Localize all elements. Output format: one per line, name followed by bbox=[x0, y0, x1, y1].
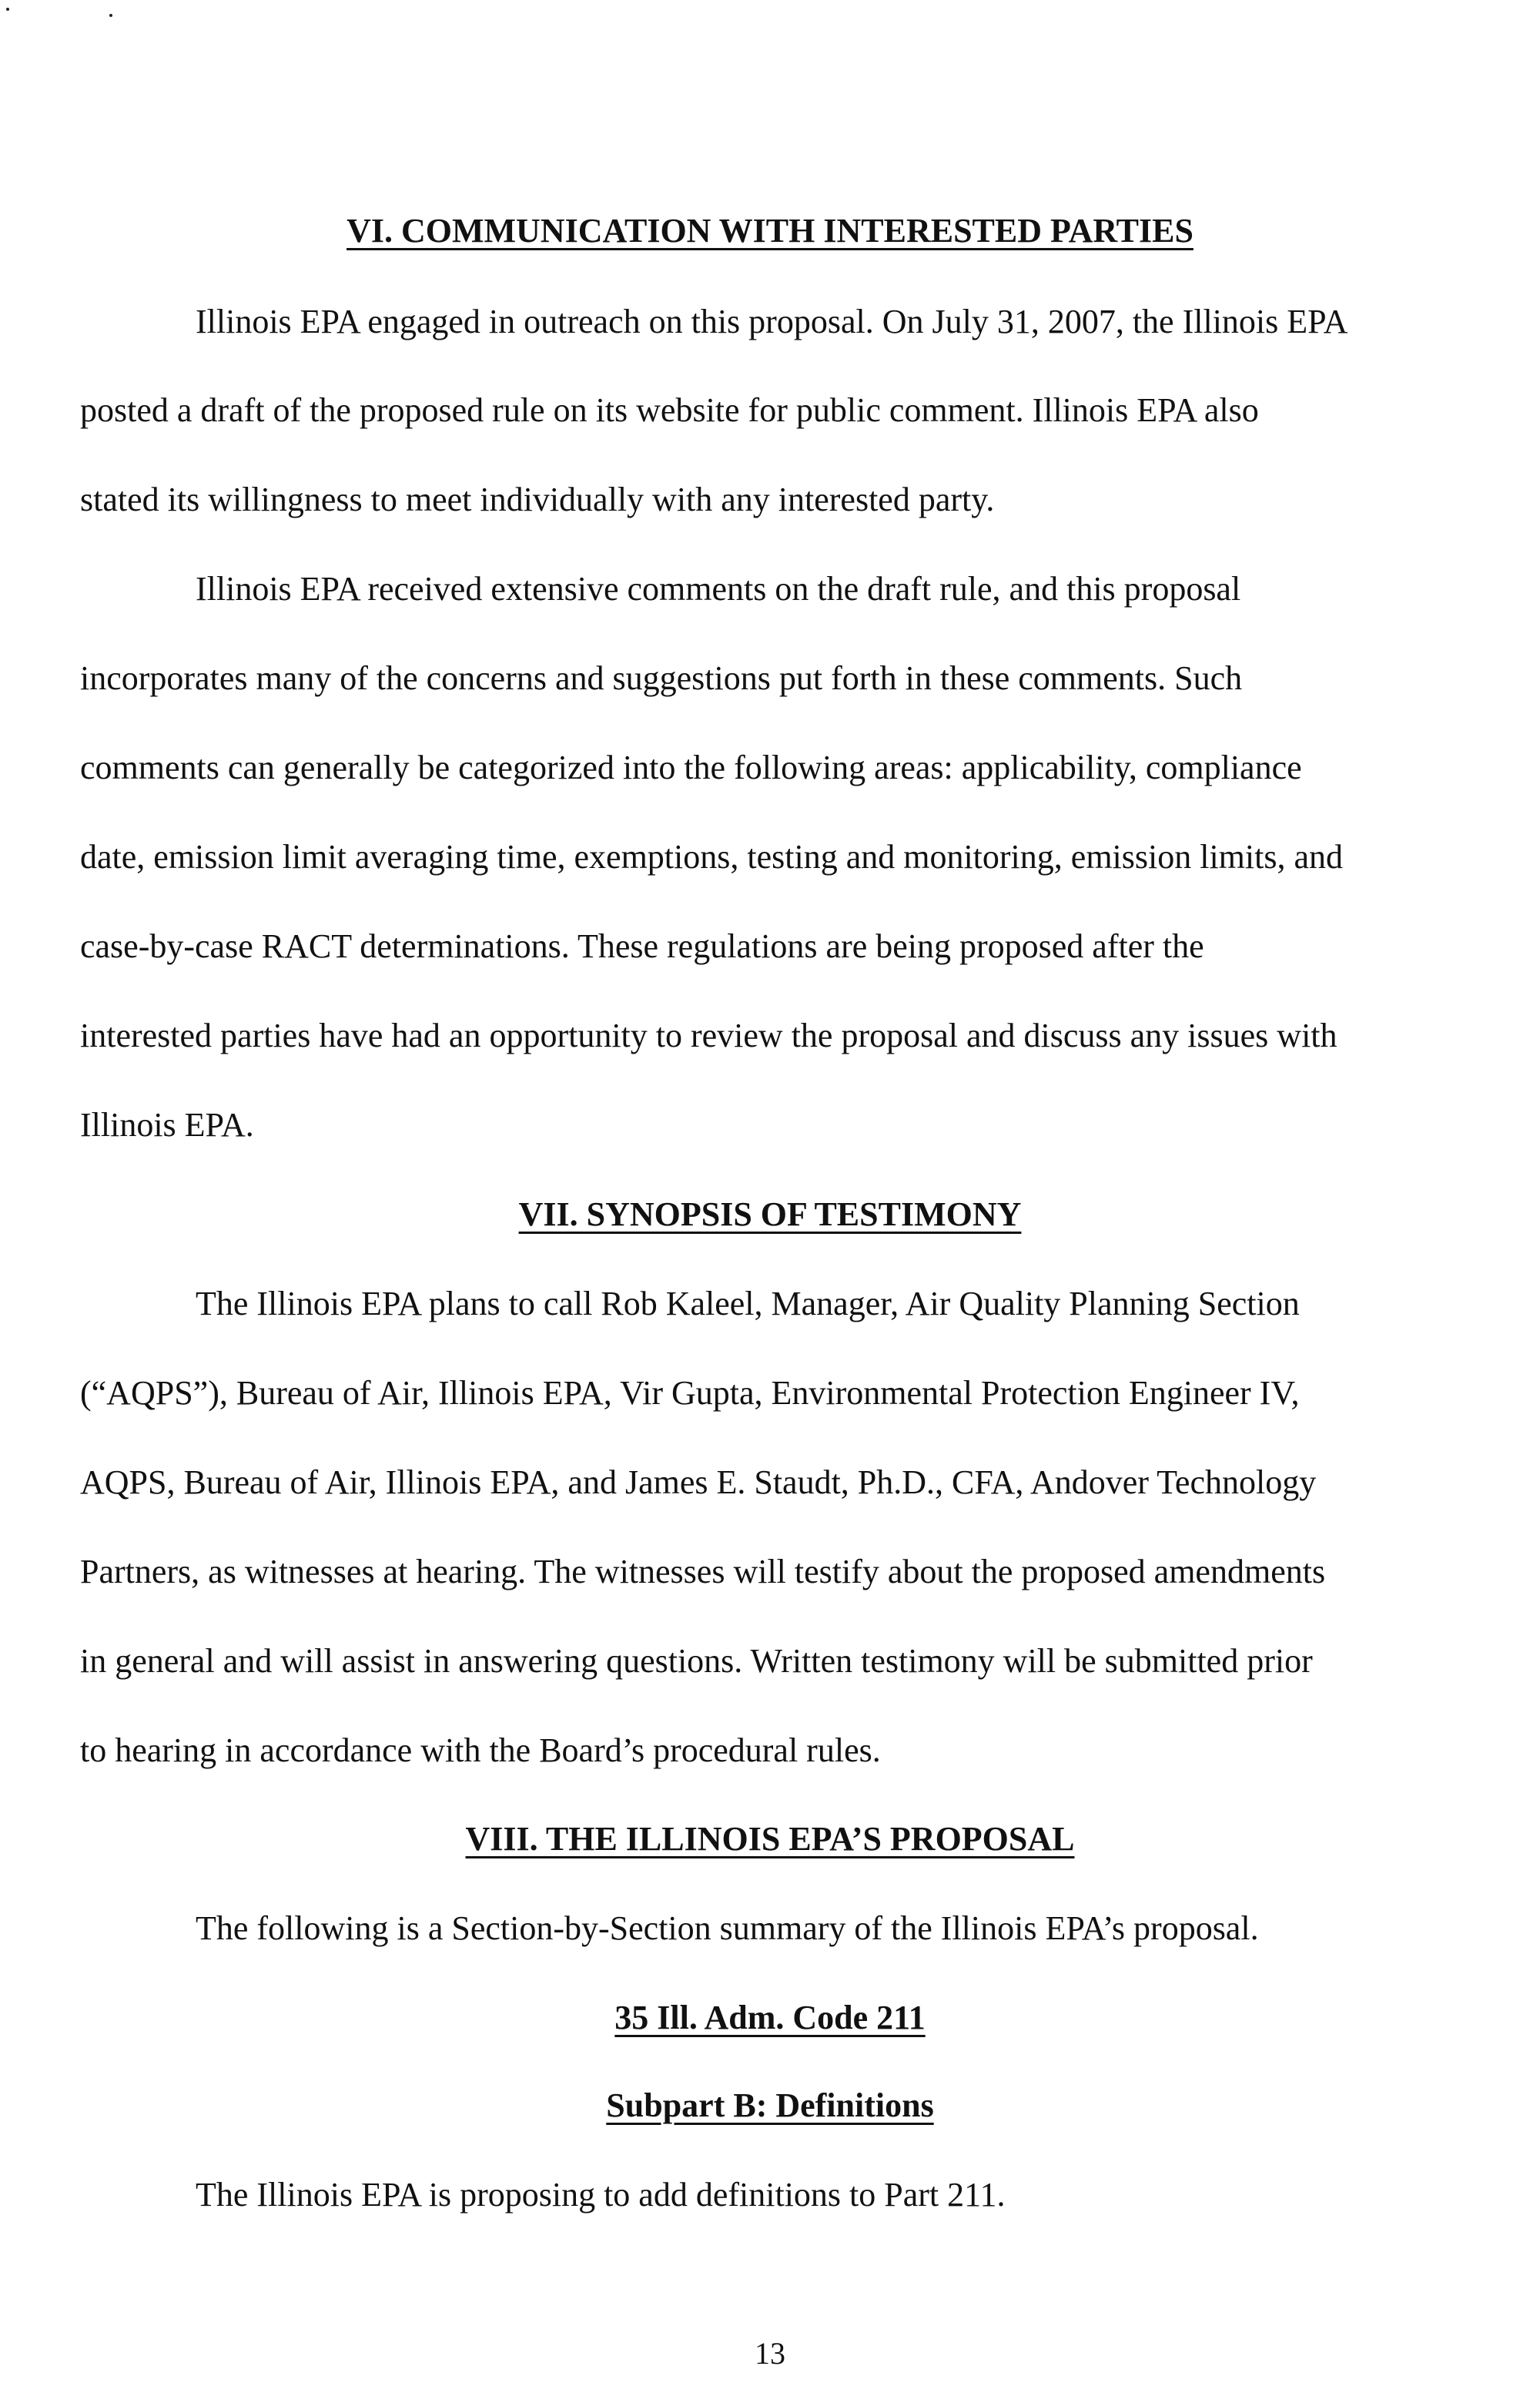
section-viii-heading: VIII. THE ILLINOIS EPA’S PROPOSAL bbox=[465, 1820, 1075, 1858]
section-vii-p1-line: Partners, as witnesses at hearing. The witnesses will testify about the proposed amendments bbox=[80, 1553, 1326, 1590]
section-vi-p2-line: interested parties have had an opportunity to review the proposal and discuss any issues with bbox=[80, 1017, 1337, 1054]
section-vi-p2-line: Illinois EPA. bbox=[80, 1106, 254, 1144]
section-vii-p1-line: to hearing in accordance with the Board’s procedural rules. bbox=[80, 1731, 881, 1769]
section-viii-intro: The following is a Section-by-Section summary of the Illinois EPA’s proposal. bbox=[196, 1909, 1259, 1947]
subpart-heading: Subpart B: Definitions bbox=[606, 2086, 934, 2124]
section-vii-heading: VII. SYNOPSIS OF TESTIMONY bbox=[518, 1195, 1022, 1233]
section-vi-p2-line: case-by-case RACT determinations. These regulations are being proposed after the bbox=[80, 927, 1204, 965]
section-vi-p2-line: date, emission limit averaging time, exemptions, testing and monitoring, emission limits, and bbox=[80, 838, 1344, 876]
section-vi-p2-line: comments can generally be categorized into the following areas: applicability, compliance bbox=[80, 749, 1302, 786]
scan-speck bbox=[6, 8, 9, 11]
code-heading: 35 Ill. Adm. Code 211 bbox=[614, 1999, 926, 2036]
section-vi-heading: VI. COMMUNICATION WITH INTERESTED PARTIES bbox=[346, 212, 1194, 250]
scan-speck bbox=[109, 14, 112, 17]
section-vii-p1-line: AQPS, Bureau of Air, Illinois EPA, and James E. Staudt, Ph.D., CFA, Andover Technology bbox=[80, 1463, 1317, 1501]
section-vi-p1-line: stated its willingness to meet individually with any interested party. bbox=[80, 481, 995, 518]
section-vi-p2-line: Illinois EPA received extensive comments on the draft rule, and this proposal bbox=[196, 570, 1241, 608]
subpart-text: The Illinois EPA is proposing to add definitions to Part 211. bbox=[196, 2176, 1006, 2214]
section-vii-p1-line: in general and will assist in answering questions. Written testimony will be submitted prior bbox=[80, 1642, 1313, 1680]
section-vi-p1-line: posted a draft of the proposed rule on its website for public comment. Illinois EPA also bbox=[80, 391, 1259, 429]
page-number: 13 bbox=[755, 2336, 785, 2371]
section-vii-p1-line: (“AQPS”), Bureau of Air, Illinois EPA, Vir Gupta, Environmental Protection Engineer IV, bbox=[80, 1374, 1300, 1412]
section-vi-p1-line: Illinois EPA engaged in outreach on this proposal. On July 31, 2007, the Illinois EPA bbox=[196, 303, 1348, 340]
section-vi-p2-line: incorporates many of the concerns and suggestions put forth in these comments. Such bbox=[80, 659, 1243, 697]
section-vii-p1-line: The Illinois EPA plans to call Rob Kaleel, Manager, Air Quality Planning Section bbox=[196, 1285, 1300, 1322]
